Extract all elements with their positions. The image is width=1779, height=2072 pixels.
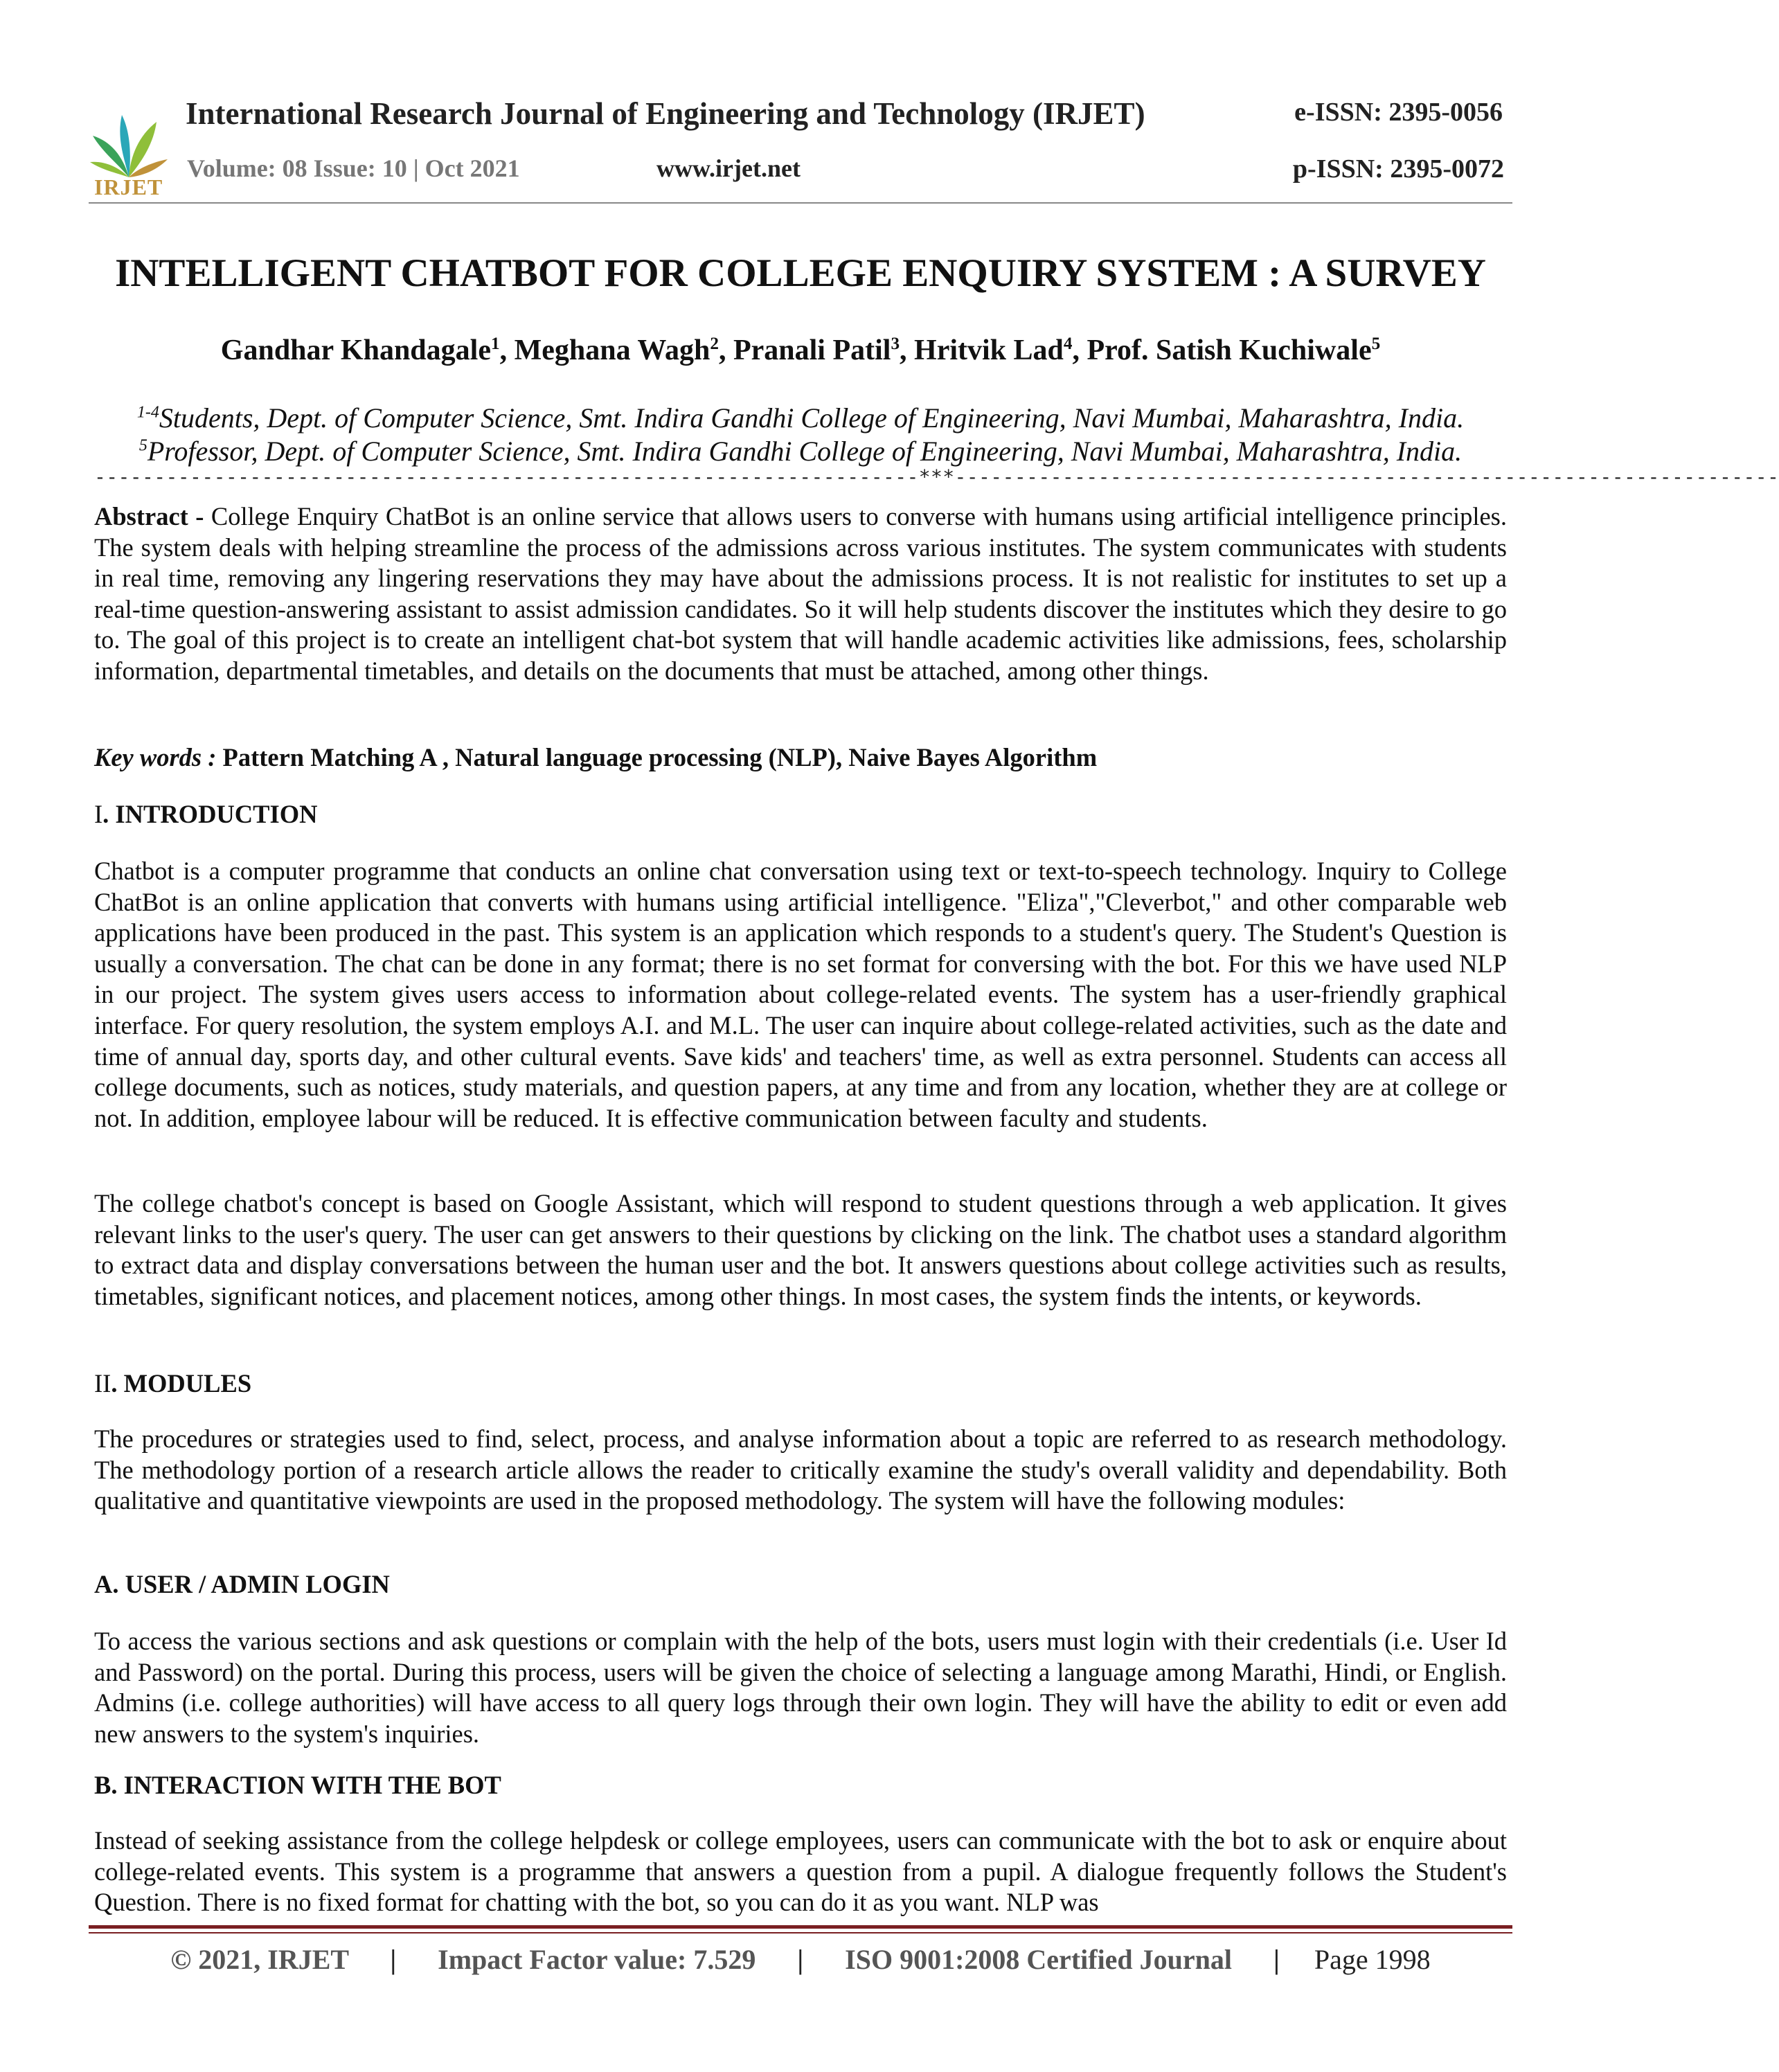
affiliation-text: Students, Dept. of Computer Science, Smt. Indira Gandhi College of Engineering, Navi Mumbai, Maharashtra, India. — [159, 402, 1465, 434]
abstract-text: College Enquiry ChatBot is an online service that allows users to converse with humans using artificial intelligence principles. The system deals with helping streamline the process of the admissions across various institutes. The system communicates with students in real time, removing any lingering reservations they may have about the admissions process. It is not realistic for institutes to set up a real-time question-answering assistant to assist admission candidates. So it will help students discover the institutes which they desire to go to. The goal of this project is to create an intelligent chat-bot system that will handle academic activities like admissions, fees, scholarship information, departmental timetables, and details on the documents that must be attached, among other things. — [94, 502, 1508, 685]
paragraph: Chatbot is a computer programme that conducts an online chat conversation using text or text-to-speech technology. Inquiry to College ChatBot is an online application that converts with humans using artificial intelligence. "Eliza","Cleverbot," and other comparable web applications have been produced in the past. This system is an application which responds to a student's query. The Student's Question is usually a conversation. The chat can be done in any format; there is no set format for conversing with the bot. For this we have used NLP in our project. The system gives users access to information about college-related events. The system has a user-friendly graphical interface. For query resolution, the system employs A.I. and M.L. The user can inquire about college-related activities, such as the date and time of annual day, sports day, and other cultural events. Save kids' and teachers' time, as well as extra personnel. Students can access all college documents, such as notices, study materials, and question papers, at any time and from any location, whether they are at college or not. In addition, employee labour will be reduced. It is effective communication between faculty and students. — [94, 857, 1507, 1132]
footer-rule — [89, 1925, 1512, 1929]
paragraph: To access the various sections and ask questions or complain with the help of the bots, users must login with their credentials (i.e. User Id and Password) on the portal. During this process, users will be given the choice of selecting a language among Marathi, Hindi, or English. Admins (i.e. college authorities) will have access to all query logs through their own login. They will have the ability to edit or even add new answers to the system's inquiries. — [94, 1627, 1507, 1748]
footer-copyright: © 2021, IRJET — [170, 1944, 349, 1975]
keywords — [94, 742, 1507, 774]
affiliation-text: Professor, Dept. of Computer Science, Smt. Indira Gandhi College of Engineering, Navi Mumbai, Maharashtra, India. — [147, 436, 1463, 467]
affiliation-students — [0, 402, 1601, 434]
journal-name: International Research Journal of Engineering and Technology (IRJET) — [186, 96, 1145, 131]
affiliation-sup: 1-4 — [136, 403, 159, 422]
author-sup: 4 — [1063, 334, 1073, 353]
page-number: Page 1998 — [1314, 1944, 1431, 1975]
page-footer — [0, 1943, 1601, 1976]
footer-separator: | — [390, 1944, 397, 1975]
header-divider — [89, 202, 1512, 204]
section-heading-modules — [94, 1368, 251, 1398]
author-name: Prof. Satish Kuchiwale — [1087, 334, 1372, 366]
abstract-label: Abstract - — [94, 502, 211, 530]
logo-text: IRJET — [94, 175, 163, 199]
abstract — [94, 501, 1507, 687]
paragraph: The procedures or strategies used to find, select, process, and analyse information about a topic are referred to as research methodology. The methodology portion of a research article allows the reader to critically examine the study's overall validity and dependability. Both qualitative and quantitative viewpoints are used in the proposed methodology. The system will have the following modules: — [94, 1424, 1507, 1515]
subsection-heading-login: A. USER / ADMIN LOGIN — [94, 1570, 390, 1598]
footer-separator: | — [1273, 1944, 1280, 1975]
footer-iso: ISO 9001:2008 Certified Journal — [845, 1944, 1233, 1975]
author-sup: 1 — [490, 334, 500, 353]
paragraph: Instead of seeking assistance from the college helpdesk or college employees, users can communicate with the bot to ask or enquire about college-related events. This system is a programme that answers a question from a pupil. A dialogue frequently follows the Student's Question. There is no fixed format for chatting with the bot, so you can do it as you want. NLP was — [94, 1826, 1507, 1917]
author-name: Meghana Wagh — [514, 334, 710, 366]
keywords-label: Key words : — [94, 743, 223, 771]
section-number: I — [94, 800, 103, 828]
leaf-fan-logo-icon — [89, 111, 169, 180]
keywords-text: Pattern Matching A , Natural language processing (NLP), Naive Bayes Algorithm — [222, 743, 1098, 771]
author-name: Hritvik Lad — [914, 334, 1064, 366]
affiliation-professor — [0, 435, 1601, 467]
footer-impact: Impact Factor value: 7.529 — [438, 1944, 756, 1975]
e-issn: e-ISSN: 2395-0056 — [1294, 98, 1503, 127]
subsection-heading-interaction: B. INTERACTION WITH THE BOT — [94, 1771, 501, 1799]
author-sup: 2 — [710, 334, 719, 353]
author-name: Pranali Patil — [733, 334, 891, 366]
section-title: . INTRODUCTION — [102, 800, 318, 828]
section-heading-introduction — [94, 799, 317, 829]
section-title: . MODULES — [111, 1369, 252, 1397]
separator-line: ---------------------------------------------------------------------***--------------------------------------------------------------------- — [94, 465, 1779, 488]
paper-title: INTELLIGENT CHATBOT FOR COLLEGE ENQUIRY SYSTEM : A SURVEY — [115, 251, 1486, 295]
affiliation-sup: 5 — [138, 436, 147, 455]
journal-website: www.irjet.net — [656, 154, 801, 182]
journal-logo — [89, 111, 169, 201]
author-sup: 5 — [1371, 334, 1381, 353]
footer-separator: | — [797, 1944, 804, 1975]
author-sup: 3 — [891, 334, 900, 353]
volume-issue: Volume: 08 Issue: 10 | Oct 2021 — [187, 154, 520, 182]
paragraph: The college chatbot's concept is based on Google Assistant, which will respond to student questions through a web application. It gives relevant links to the user's query. The user can get answers to their questions by clicking on the link. The chatbot uses a standard algorithm to extract data and display conversations between the human user and the bot. It answers questions about college activities such as results, timetables, significant notices, and placement notices, among other things. In most cases, the system finds the intents, or keywords. — [94, 1189, 1507, 1310]
footer-rule-thin — [89, 1932, 1512, 1933]
section-number: II — [94, 1369, 111, 1397]
author-list: Gandhar Khandagale$^1$, Meghana Wagh$^2$, Pranali Patil$^3$, Hritvik Lad$^4$, Prof. Satish Kuchiwale$^5$ — [220, 334, 1381, 366]
p-issn: p-ISSN: 2395-0072 — [1292, 154, 1504, 184]
author-name: Gandhar Khandagale — [220, 334, 491, 366]
